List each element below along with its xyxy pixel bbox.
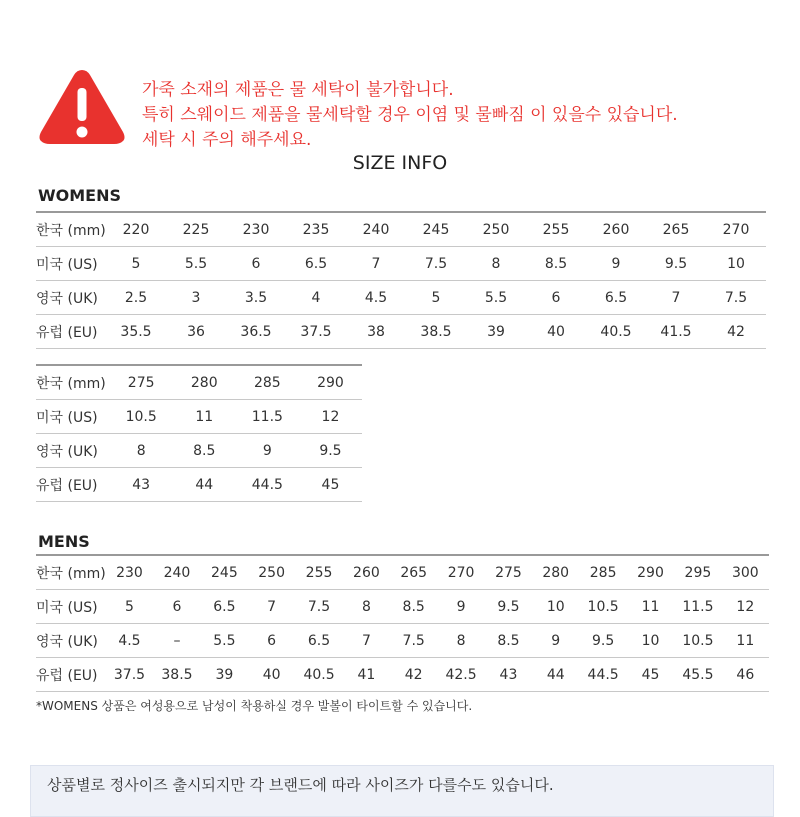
warning-line: 세탁 시 주의 해주세요.: [142, 130, 312, 150]
size-cell: 7.5: [295, 590, 343, 624]
size-cell: 41.5: [646, 315, 706, 349]
size-row: [36, 400, 362, 434]
size-cell: 265: [390, 555, 437, 590]
row-label: 한국 (mm): [36, 365, 110, 400]
size-cell: 46: [722, 658, 769, 692]
row-label: 영국 (UK): [36, 434, 110, 468]
size-cell: 285: [579, 555, 627, 590]
size-cell: 9.5: [646, 247, 706, 281]
size-cell: 230: [226, 212, 286, 247]
size-row: [36, 468, 362, 502]
size-cell: 285: [236, 365, 299, 400]
size-cell: 11: [722, 624, 769, 658]
size-cell: 44.5: [236, 468, 299, 502]
size-cell: 250: [248, 555, 295, 590]
warning-line: 특히 스웨이드 제품을 물세탁할 경우 이염 및 물빠짐 이 있을수 있습니다.: [142, 105, 678, 125]
size-row: [36, 247, 766, 281]
size-cell: 11.5: [674, 590, 722, 624]
size-cell: 40.5: [295, 658, 343, 692]
size-cell: 290: [299, 365, 362, 400]
size-cell: 250: [466, 212, 526, 247]
size-cell: 275: [485, 555, 532, 590]
size-cell: 270: [706, 212, 766, 247]
size-row: [36, 281, 766, 315]
fit-note: *WOMENS 상품은 여성용으로 남성이 착용하실 경우 발볼이 타이트할 수 있습니다.: [36, 699, 473, 713]
size-cell: 255: [295, 555, 343, 590]
size-cell: 225: [166, 212, 226, 247]
size-cell: 9.5: [299, 434, 362, 468]
size-cell: 6.5: [201, 590, 248, 624]
size-cell: 6.5: [295, 624, 343, 658]
size-cell: 275: [110, 365, 173, 400]
size-cell: 7: [346, 247, 406, 281]
size-cell: 8.5: [526, 247, 586, 281]
size-cell: 8: [343, 590, 390, 624]
size-cell: 8.5: [173, 434, 236, 468]
size-cell: 9: [437, 590, 485, 624]
size-cell: 36: [166, 315, 226, 349]
size-cell: 10: [627, 624, 674, 658]
size-cell: 43: [110, 468, 173, 502]
size-cell: 240: [153, 555, 201, 590]
size-cell: 42: [390, 658, 437, 692]
size-cell: 6: [226, 247, 286, 281]
size-cell: 5: [106, 247, 166, 281]
size-row: [36, 315, 766, 349]
warning-triangle-icon: [38, 66, 126, 146]
size-cell: 9: [532, 624, 579, 658]
row-label: 유럽 (EU): [36, 658, 106, 692]
womens-size-table-1: [36, 211, 766, 349]
size-cell: 260: [343, 555, 390, 590]
size-cell: 245: [201, 555, 248, 590]
womens-section-title: WOMENS: [38, 186, 122, 205]
size-row: [36, 624, 769, 658]
size-notice-text: 상품별로 정사이즈 출시되지만 각 브랜드에 따라 사이즈가 다를수도 있습니다.: [47, 776, 554, 794]
size-cell: 295: [674, 555, 722, 590]
size-cell: 42: [706, 315, 766, 349]
size-row: [36, 555, 769, 590]
size-cell: 280: [173, 365, 236, 400]
size-row: [36, 365, 362, 400]
size-cell: 11.5: [236, 400, 299, 434]
size-cell: 43: [485, 658, 532, 692]
size-cell: 42.5: [437, 658, 485, 692]
size-cell: 45: [299, 468, 362, 502]
size-cell: 6.5: [586, 281, 646, 315]
size-cell: 44: [532, 658, 579, 692]
size-cell: 35.5: [106, 315, 166, 349]
size-cell: 7.5: [406, 247, 466, 281]
size-cell: 10.5: [674, 624, 722, 658]
row-label: 미국 (US): [36, 247, 106, 281]
size-cell: 8: [466, 247, 526, 281]
size-cell: 4: [286, 281, 346, 315]
size-cell: 10.5: [579, 590, 627, 624]
size-cell: 8: [437, 624, 485, 658]
size-cell: 265: [646, 212, 706, 247]
size-cell: 9: [586, 247, 646, 281]
size-cell: 37.5: [286, 315, 346, 349]
size-cell: 39: [201, 658, 248, 692]
size-cell: 3: [166, 281, 226, 315]
row-label: 미국 (US): [36, 590, 106, 624]
row-label: 유럽 (EU): [36, 315, 106, 349]
size-cell: 235: [286, 212, 346, 247]
size-cell: 6: [526, 281, 586, 315]
size-cell: 290: [627, 555, 674, 590]
size-cell: 10: [532, 590, 579, 624]
mens-section-title: MENS: [38, 532, 90, 551]
size-cell: 5.5: [166, 247, 226, 281]
size-cell: 300: [722, 555, 769, 590]
size-cell: 11: [627, 590, 674, 624]
size-cell: 4.5: [346, 281, 406, 315]
size-cell: 9.5: [485, 590, 532, 624]
size-notice-box: [30, 765, 774, 817]
size-cell: 6.5: [286, 247, 346, 281]
size-cell: 6: [153, 590, 201, 624]
size-cell: 10.5: [110, 400, 173, 434]
size-cell: 45.5: [674, 658, 722, 692]
size-cell: 240: [346, 212, 406, 247]
size-cell: 40: [526, 315, 586, 349]
size-cell: 36.5: [226, 315, 286, 349]
size-row: [36, 658, 769, 692]
size-row: [36, 434, 362, 468]
size-cell: 8.5: [390, 590, 437, 624]
size-cell: 7: [248, 590, 295, 624]
size-cell: 7.5: [390, 624, 437, 658]
row-label: 유럽 (EU): [36, 468, 110, 502]
mens-size-table: [36, 554, 769, 692]
size-cell: 6: [248, 624, 295, 658]
size-cell: 40.5: [586, 315, 646, 349]
size-cell: –: [153, 624, 201, 658]
size-cell: 12: [299, 400, 362, 434]
size-row: [36, 590, 769, 624]
size-cell: 7.5: [706, 281, 766, 315]
size-cell: 38.5: [153, 658, 201, 692]
size-cell: 44: [173, 468, 236, 502]
size-cell: 12: [722, 590, 769, 624]
size-info-title: SIZE INFO: [352, 152, 448, 174]
size-cell: 2.5: [106, 281, 166, 315]
size-cell: 39: [466, 315, 526, 349]
row-label: 한국 (mm): [36, 212, 106, 247]
warning-line: 가죽 소재의 제품은 물 세탁이 불가합니다.: [142, 80, 454, 100]
size-cell: 40: [248, 658, 295, 692]
size-cell: 4.5: [106, 624, 154, 658]
size-cell: 10: [706, 247, 766, 281]
size-cell: 270: [437, 555, 485, 590]
warning-message: [142, 78, 678, 153]
size-cell: 38.5: [406, 315, 466, 349]
size-cell: 220: [106, 212, 166, 247]
size-cell: 5: [106, 590, 154, 624]
row-label: 영국 (UK): [36, 281, 106, 315]
size-cell: 280: [532, 555, 579, 590]
size-cell: 255: [526, 212, 586, 247]
size-cell: 7: [343, 624, 390, 658]
size-cell: 9.5: [579, 624, 627, 658]
size-cell: 7: [646, 281, 706, 315]
size-cell: 44.5: [579, 658, 627, 692]
size-cell: 45: [627, 658, 674, 692]
size-cell: 260: [586, 212, 646, 247]
size-row: [36, 212, 766, 247]
size-cell: 5: [406, 281, 466, 315]
row-label: 영국 (UK): [36, 624, 106, 658]
row-label: 미국 (US): [36, 400, 110, 434]
size-cell: 5.5: [466, 281, 526, 315]
size-cell: 9: [236, 434, 299, 468]
size-cell: 5.5: [201, 624, 248, 658]
size-cell: 230: [106, 555, 154, 590]
womens-size-table-2: [36, 364, 362, 502]
size-cell: 37.5: [106, 658, 154, 692]
size-cell: 38: [346, 315, 406, 349]
size-cell: 3.5: [226, 281, 286, 315]
size-cell: 8: [110, 434, 173, 468]
size-cell: 11: [173, 400, 236, 434]
size-cell: 8.5: [485, 624, 532, 658]
size-cell: 245: [406, 212, 466, 247]
size-cell: 41: [343, 658, 390, 692]
row-label: 한국 (mm): [36, 555, 106, 590]
